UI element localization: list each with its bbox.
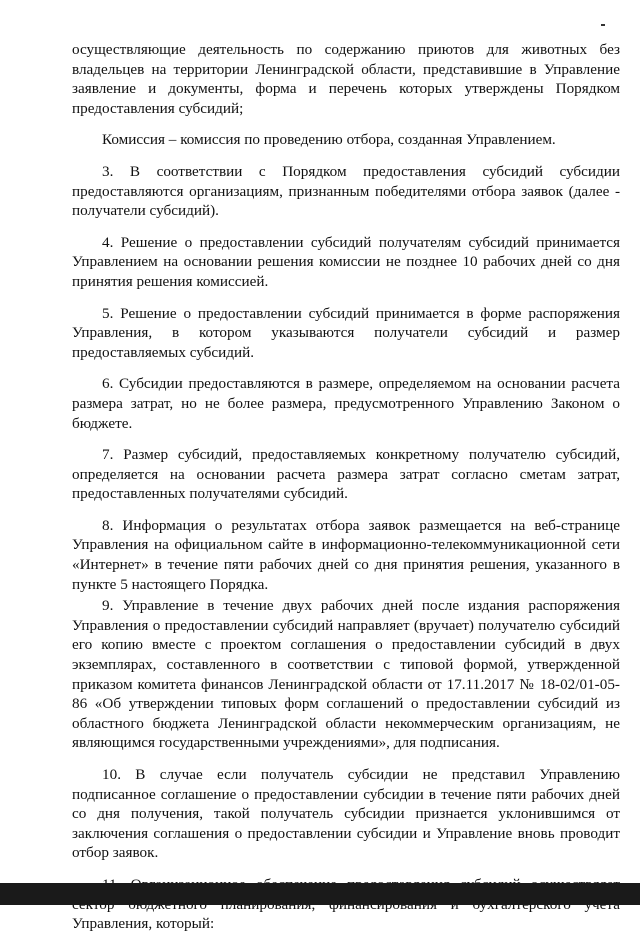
paragraph-6: 6. Субсидии предоставляются в размере, определяемом на основании расчета размера затрат, но не более размера, предусмотренного Управлению Законом о бюджете. xyxy=(72,375,620,432)
paragraph-8: 8. Информация о результатах отбора заявок размещается на веб-странице Управления на официальном сайте в информационно-телекоммуникационной сети «Интернет» в течение пяти рабочих дней со дня принятия решения, указанного в пункте 5 настоящего Порядка. xyxy=(72,516,620,593)
paragraph-9: 9. Управление в течение двух рабочих дней после издания распоряжения Управления о предоставлении субсидий направляет (вручает) получателю субсидий его копию вместе с проектом соглашения о предоставлении субсидий в двух экземплярах, составленного в соответствии с типовой формой, утвержденной приказом комитета финансов Ленинградской области от 17.11.2017 № 18-02/01-05-86 «Об утверждении типовых форм соглашений о предоставлении субсидий из областного бюджета Ленинградской области некоммерческим организациям, не являющимся государственными учреждениями», для подписания. xyxy=(72,597,620,752)
paragraph-5: 5. Решение о предоставлении субсидий принимается в форме распоряжения Управления, в котором указываются получатели субсидий и размер предоставляемых субсидий. xyxy=(72,304,620,361)
paragraph-1: осуществляющие деятельность по содержанию приютов для животных без владельцев на территории Ленинградской области, представившие в Управление заявление и документы, форма и перечень которых утверждены Порядком предоставления субсидий; xyxy=(72,41,620,117)
paragraph-7: 7. Размер субсидий, предоставляемых конкретному получателю субсидий, определяется на основании расчета размера затрат согласно сметам затрат, предоставленных получателями субсидий. xyxy=(72,446,620,503)
paragraph-10: 10. В случае если получатель субсидии не представил Управлению подписанное соглашение о предоставлении субсидии в течение пяти рабочих дней со дня получения, такой получатель субсидии признается уклонившимся от заключения соглашения о предоставлении субсидии и Управление вновь проводит отбор заявок. xyxy=(72,766,620,862)
scan-mark-top xyxy=(601,24,605,26)
paragraph-3: 3. В соответствии с Порядком предоставления субсидий субсидии предоставляются организациям, признанным победителями отбора заявок (далее - получатели субсидий). xyxy=(72,162,620,220)
paragraph-4: 4. Решение о предоставлении субсидий получателям субсидий принимается Управлением на основании решения комиссии не позднее 10 рабочих дней со дня принятия решения комиссией. xyxy=(72,233,620,290)
paragraph-commission: Комиссия – комиссия по проведению отбора, созданная Управлением. xyxy=(102,131,556,149)
paragraph-11: Управления, который: xyxy=(72,915,215,933)
document-page xyxy=(72,40,620,946)
scan-bottom-edge xyxy=(0,883,640,905)
